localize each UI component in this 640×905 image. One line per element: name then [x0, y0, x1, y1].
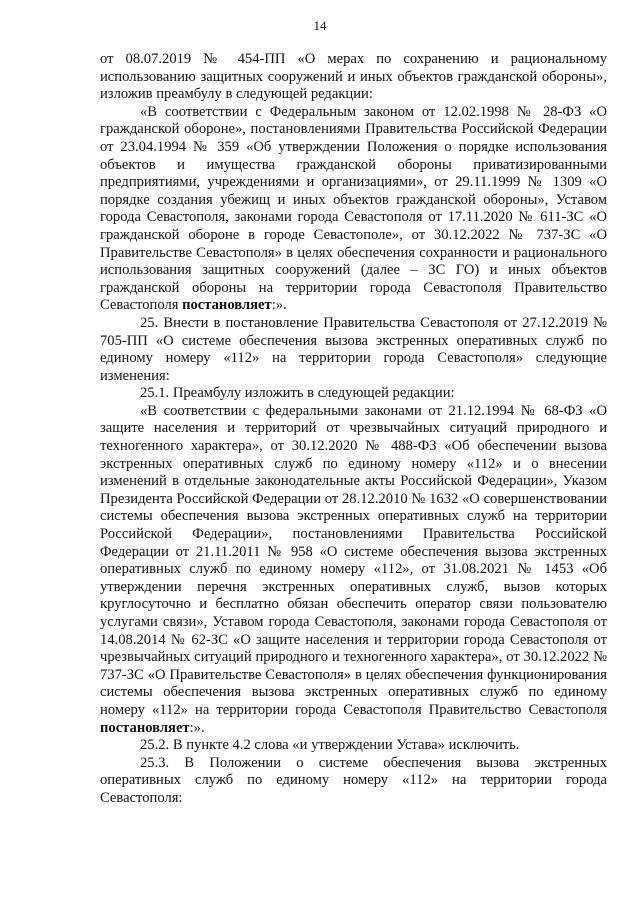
paragraph-preamble-civil-defense: «В соответствии с Федеральным законом от 12.02.1998 № 28-ФЗ «О гражданской обороне», постановлениями Правительства Российской Федерации от 23.04.1994 № 359 «Об утверждении Положения о порядке использования объектов и имущества гражданской обороны приватизированными предприятиями, учреждениями и организациями», от 29.11.1999 № 1309 «О порядке создания убежищ и иных объектов гражданской обороны», Уставом города Севастополя, законами города Севастополя от 17.11.2020 № 611-ЗС «О гражданской обороне в городе Севастополе», от 30.12.2022 № 737-ЗС «О Правительстве Севастополя» в целях обеспечения сохранности и рационального использования защитных сооружений (далее – ЗС ГО) и иных объектов гражданской обороны на территории города Севастополя Правительство Севастополя постановляет:».: [100, 103, 607, 314]
paragraph-item-25-1: 25.1. Преамбулу изложить в следующей редакции:: [140, 385, 455, 402]
paragraph-intro: от 08.07.2019 № 454-ПП «О мерах по сохранению и рациональному использованию защитных сооружений и иных объектов гражданской обороны», изложив преамбулу в следующей редакции:: [100, 51, 607, 103]
page-number: 14: [313, 18, 327, 33]
document-body: [100, 51, 607, 808]
paragraph-item-25-2: 25.2. В пункте 4.2 слова «и утверждении Устава» исключить.: [140, 737, 520, 754]
decree-keyword: постановляет: [100, 719, 190, 736]
decree-keyword: постановляет: [182, 297, 272, 314]
paragraph-item-25-3: 25.3. В Положении о системе обеспечения вызова экстренных оперативных служб по единому номеру «112» на территории города Севастополя:: [100, 754, 607, 806]
paragraph-item-25: 25. Внести в постановление Правительства Севастополя от 27.12.2019 № 705-ПП «О системе обеспечения вызова экстренных оперативных служб по единому номеру «112» на территории города Севастополя» следующие изменения:: [100, 314, 607, 384]
paragraph-preamble-112: «В соответствии с федеральными законами от 21.12.1994 № 68-ФЗ «О защите населения и территорий от чрезвычайных ситуаций природного и техногенного характера», от 30.12.2020 № 488-ФЗ «Об обеспечении вызова экстренных оперативных служб по единому номеру «112» и о внесении изменений в отдельные законодательные акты Российской Федерации», Указом Президента Российской Федерации от 28.12.2010 № 1632 «О совершенствовании системы обеспечения вызова экстренных оперативных служб на территории Российской Федерации», постановлениями Правительства Российской Федерации от 21.11.2011 № 958 «О системе обеспечения вызова экстренных оперативных служб по единому номеру «112», от 31.08.2021 № 1453 «Об утверждении перечня экстренных оперативных служб, вызов которых круглосуточно и бесплатно обязан обеспечить оператор связи пользователю услугами связи», Уставом города Севастополя, законами города Севастополя от 14.08.2014 № 62-ЗС «О защите населения и территории города Севастополя от чрезвычайных ситуаций природного и техногенного характера», от 30.12.2022 № 737-ЗС «О Правительстве Севастополя» в целях обеспечения функционирования системы обеспечения вызова экстренных оперативных служб по единому номеру «112» на территории города Севастополя Правительство Севастополя постановляет:».: [100, 402, 607, 736]
